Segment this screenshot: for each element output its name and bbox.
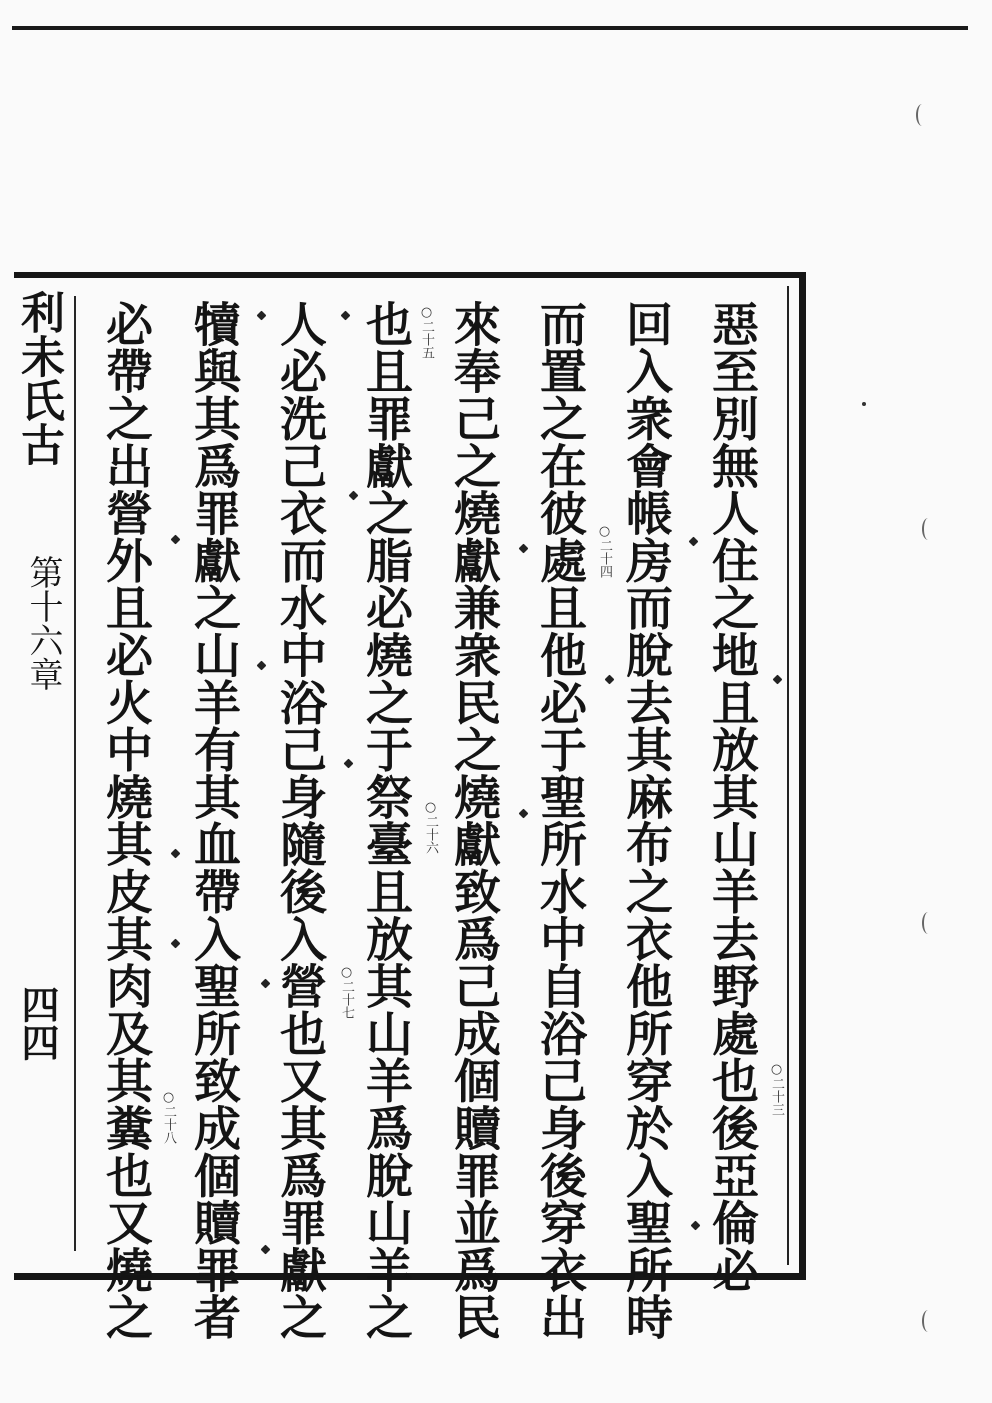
text-column-5: 也且罪獻之脂必燒之于祭臺且放其山羊爲脫山羊之 <box>358 300 413 1341</box>
ink-speck <box>862 402 866 406</box>
verse-note: ○二十三 <box>769 1062 784 1116</box>
text-column-4: 來奉己之燒獻兼衆民之燒獻致爲己成個贖罪並爲民 <box>446 300 501 1341</box>
book-title: 利未氏古 <box>13 290 64 466</box>
verse-note: ○二十七 <box>339 965 354 1019</box>
text-column-1: 惡至別無人住之地且放其山羊去野處也後亞倫必 <box>704 300 759 1294</box>
top-rule <box>12 26 968 30</box>
chapter-label: 第十六章 <box>23 555 63 691</box>
margin-divider-line <box>74 296 76 1251</box>
page-edge-mark <box>916 104 928 126</box>
page-edge-mark <box>922 518 934 540</box>
verse-note: ○二十八 <box>161 1090 176 1144</box>
inner-border-line <box>787 286 789 1265</box>
verse-note: ○二十四 <box>597 524 612 578</box>
verse-note: ○二十六 <box>423 800 438 854</box>
verse-note: ○二十五 <box>419 305 434 359</box>
page-edge-mark <box>922 912 934 934</box>
page-edge-mark <box>922 1310 934 1332</box>
page-number: 四四 <box>15 985 60 1061</box>
text-column-3: 而置之在彼處且他必于聖所水中自浴己身後穿衣出 <box>532 300 587 1341</box>
text-column-2: 回入衆會帳房而脫去其麻布之衣他所穿於入聖所時 <box>618 300 673 1341</box>
text-column-6: 人必洗己衣而水中浴己身隨後入營也又其爲罪獻之 <box>272 300 327 1341</box>
text-column-8: 必帶之出營外且必火中燒其皮其肉及其糞也又燒之 <box>98 300 153 1341</box>
text-column-7: 犢與其爲罪獻之山羊有其血帶入聖所致成個贖罪者 <box>186 300 241 1341</box>
